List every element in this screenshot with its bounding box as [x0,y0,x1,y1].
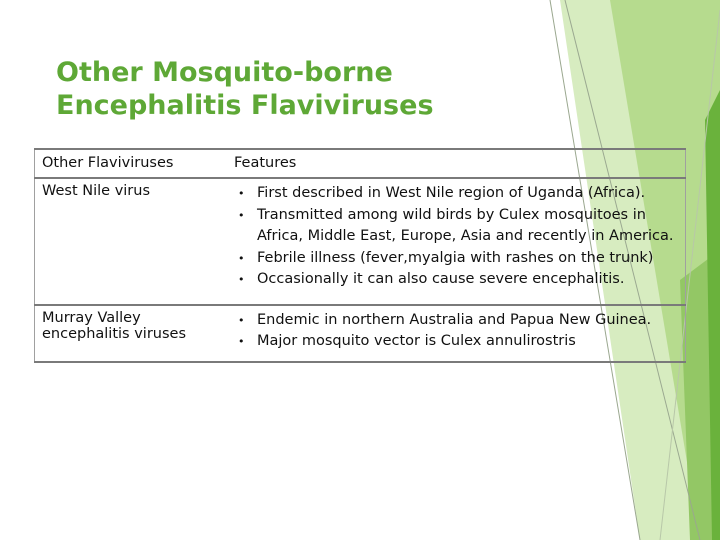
slide-title [56,56,516,122]
flavivirus-table [34,148,686,363]
virus-name-murray-valley: Murray Valley encephalitis viruses [35,305,228,362]
bullet-icon: • [238,313,245,327]
features-cell [227,178,686,305]
list-item [234,269,678,291]
feature-list [234,183,678,291]
list-item [234,310,678,332]
feature-text: First described in West Nile region of Uganda (Africa). [257,185,646,201]
list-item [234,248,678,270]
bullet-icon: • [238,187,245,200]
table-row [35,178,686,305]
feature-list [234,310,678,353]
table-header-row [35,149,686,178]
header-features: Features [227,149,686,178]
feature-text: Occasionally it can also cause severe encephalitis. [257,271,625,287]
feature-text: Endemic in northern Australia and Papua New Guinea. [257,311,652,328]
table-row [35,305,686,362]
bullet-icon: • [238,335,245,348]
title-line-1: Other Mosquito-borne [56,57,393,88]
list-item [234,331,678,353]
bullet-icon: • [238,273,245,286]
list-item [234,205,678,248]
list-item [234,183,678,205]
title-line-2: Encephalitis Flaviviruses [56,90,434,121]
feature-text: Transmitted among wild birds by Culex mosquitoes in Africa, Middle East, Europe, Asia and recently in America. [257,206,674,244]
bullet-icon: • [238,251,245,265]
virus-name-west-nile: West Nile virus [35,178,228,305]
bullet-icon: • [238,208,245,222]
feature-text: Febrile illness (fever,myalgia with rashes on the trunk) [257,249,654,266]
features-cell [227,305,686,362]
header-other-flaviviruses: Other Flaviviruses [35,149,228,178]
feature-text: Major mosquito vector is Culex annulirostris [257,333,576,349]
